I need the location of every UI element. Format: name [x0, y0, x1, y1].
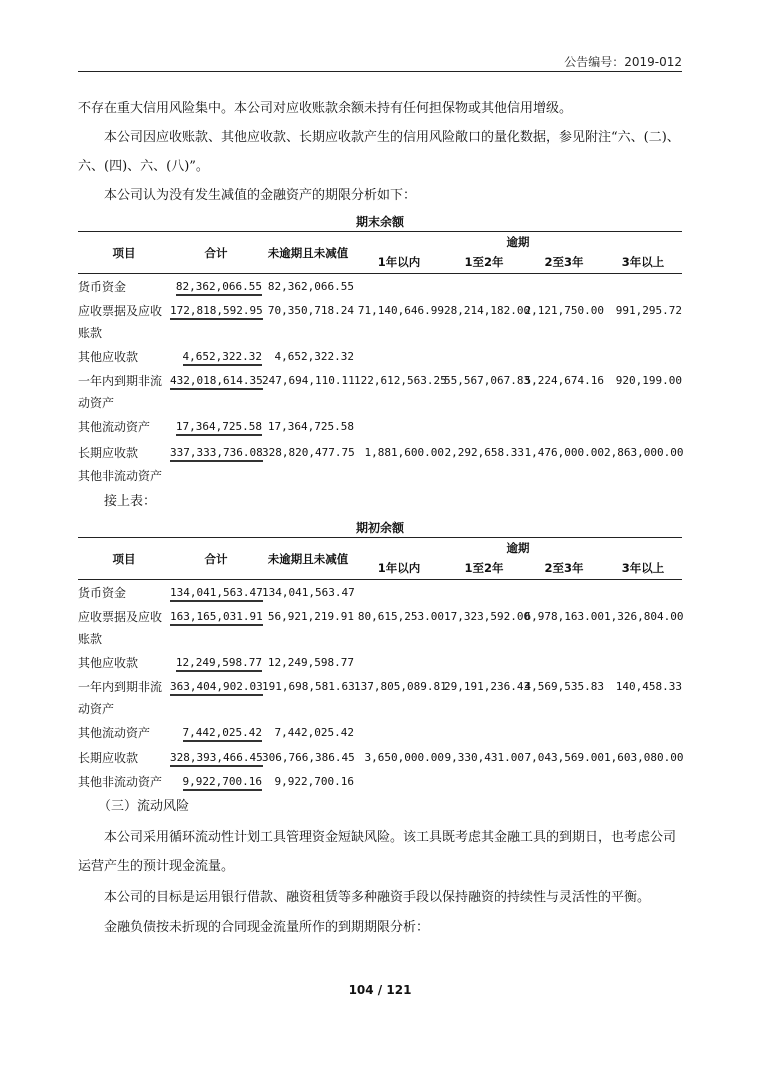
- table-row: [78, 370, 682, 414]
- row-label: 其他应收款: [78, 655, 139, 670]
- cell-y3plus: [604, 720, 682, 746]
- cell-not-overdue: 134,041,563.47: [262, 586, 355, 600]
- table2-title: 期初余额: [355, 521, 404, 535]
- col-y1-header: 1年以内: [377, 255, 421, 270]
- cell-y1-2: [444, 344, 524, 370]
- cell-y1-2: [444, 720, 524, 746]
- cell-y3plus: 140,458.33: [615, 679, 682, 693]
- cell-y1: 80,615,253.00: [357, 609, 444, 623]
- cell-y1-2: [444, 770, 524, 794]
- cell-y2-3: [524, 770, 604, 794]
- cell-y1: 3,650,000.00: [364, 751, 444, 764]
- cell-y1: 137,805,089.81: [354, 679, 447, 693]
- cell-total: 172,818,592.95: [170, 304, 263, 320]
- cell-y1: [354, 344, 444, 370]
- cell-y1: [354, 720, 444, 746]
- cell-y3plus: [604, 466, 682, 486]
- paragraph-liquidity-tool: 本公司采用循环流动性计划工具管理资金短缺风险。该工具既考虑其金融工具的到期日，也考虑公司运营产生的预计现金流量。: [78, 830, 677, 874]
- cell-y1: [354, 274, 444, 300]
- cell-y1-2: [444, 274, 524, 300]
- cell-y1-2: [444, 414, 524, 440]
- cell-y1: [354, 580, 444, 606]
- cell-y2-3: 7,043,569.00: [524, 751, 604, 764]
- col-y1-2-header: 1至2年: [464, 561, 504, 576]
- row-label: 长期应收款: [78, 445, 139, 460]
- row-label: 其他流动资产: [78, 725, 151, 740]
- announcement-number: 公告编号：2019-012: [564, 55, 682, 69]
- table-row: [78, 344, 682, 370]
- cell-not-overdue: 247,694,110.11: [262, 373, 355, 387]
- col-y1-header: 1年以内: [377, 561, 421, 576]
- cell-total: 17,364,725.58: [176, 420, 262, 436]
- cell-y1-2: [444, 650, 524, 676]
- cell-not-overdue: 82,362,066.55: [267, 280, 354, 294]
- cell-y2-3: 1,476,000.00: [524, 446, 604, 459]
- row-label: 其他非流动资产: [78, 468, 163, 483]
- col-item-header: 项目: [112, 551, 136, 566]
- cell-y1: [354, 466, 444, 486]
- row-label: 其他非流动资产: [78, 774, 163, 789]
- paragraph-liability-maturity: 金融负债按未折现的合同现金流量所作的到期期限分析：: [104, 920, 430, 935]
- table-row: [78, 580, 682, 606]
- cell-y1-2: [444, 580, 524, 606]
- cell-not-overdue: 306,766,386.45: [262, 751, 355, 764]
- cell-total: 134,041,563.47: [170, 586, 263, 602]
- cell-y2-3: [524, 466, 604, 486]
- paragraph-credit-exposure: 本公司因应收账款、其他应收款、长期应收款产生的信用风险敞口的量化数据，参见附注“六、(二)、六、(四)、六、(八)”。: [78, 130, 680, 174]
- cell-total: 9,922,700.16: [183, 775, 262, 791]
- cell-y1: 122,612,563.25: [354, 373, 447, 387]
- cell-not-overdue: 56,921,219.91: [267, 609, 354, 623]
- header-divider: [78, 71, 682, 72]
- table-row: [78, 274, 682, 300]
- paragraph-continued: 接上表：: [104, 494, 157, 509]
- cell-total: 432,018,614.35: [170, 374, 263, 390]
- cell-y2-3: 2,121,750.00: [524, 303, 604, 317]
- row-label: 一年内到期非流动资产: [78, 679, 163, 716]
- col-y2-3-header: 2至3年: [544, 561, 584, 576]
- cell-y1-2: 28,214,182.00: [444, 303, 531, 317]
- row-label: 其他应收款: [78, 349, 139, 364]
- cell-y2-3: [524, 580, 604, 606]
- cell-not-overdue: 7,442,025.42: [274, 726, 354, 739]
- cell-y2-3: 6,978,163.00: [524, 609, 604, 623]
- col-y1-2-header: 1至2年: [464, 255, 504, 270]
- col-total-header: 合计: [204, 551, 228, 566]
- cell-not-overdue: 4,652,322.32: [274, 350, 354, 363]
- col-total-header: 合计: [204, 245, 228, 260]
- table-row: [78, 720, 682, 746]
- col-item-header: 项目: [112, 245, 136, 260]
- table-row: [78, 770, 682, 794]
- cell-y3plus: 920,199.00: [615, 373, 682, 387]
- cell-y3plus: 1,603,080.00: [604, 751, 684, 764]
- row-label: 其他流动资产: [78, 419, 151, 434]
- cell-not-overdue: 328,820,477.75: [262, 446, 355, 459]
- cell-not-overdue: [262, 466, 354, 486]
- cell-y3plus: [604, 274, 682, 300]
- cell-y2-3: [524, 720, 604, 746]
- paragraph-maturity-intro: 本公司认为没有发生减值的金融资产的期限分析如下：: [104, 188, 417, 203]
- table2-grid: [78, 537, 682, 794]
- cell-not-overdue: 12,249,598.77: [267, 656, 354, 669]
- cell-y1: [354, 414, 444, 440]
- table-row: [78, 414, 682, 440]
- table1: [78, 231, 682, 486]
- cell-y2-3: [524, 344, 604, 370]
- row-label: 应收票据及应收账款: [78, 609, 163, 646]
- cell-total: 7,442,025.42: [183, 726, 262, 742]
- cell-y3plus: [604, 580, 682, 606]
- cell-y1: [354, 770, 444, 794]
- cell-not-overdue: 17,364,725.58: [267, 420, 354, 433]
- table-row: [78, 300, 682, 344]
- col-not-overdue-header: 未逾期且未减值: [267, 245, 349, 260]
- cell-y3plus: [604, 770, 682, 794]
- table-row: [78, 746, 682, 770]
- cell-total: 82,362,066.55: [176, 280, 262, 296]
- table-row: [78, 606, 682, 650]
- cell-y1-2: 55,567,067.83: [444, 373, 531, 387]
- table1-title: 期末余额: [355, 215, 404, 229]
- table-row: [78, 440, 682, 466]
- cell-y2-3: 4,569,535.83: [524, 679, 604, 693]
- cell-y3plus: [604, 344, 682, 370]
- col-y3plus-header: 3年以上: [621, 255, 665, 270]
- cell-total: 363,404,902.03: [170, 680, 263, 696]
- section-heading-liquidity-risk: （三）流动风险: [98, 799, 190, 814]
- page-number: 104 / 121: [348, 983, 412, 997]
- table2: [78, 537, 682, 794]
- cell-total: 12,249,598.77: [176, 656, 262, 672]
- cell-total: [170, 466, 262, 486]
- cell-not-overdue: 191,698,581.63: [262, 679, 355, 693]
- cell-y3plus: 2,863,000.00: [604, 446, 684, 459]
- row-label: 长期应收款: [78, 750, 139, 765]
- cell-not-overdue: 9,922,700.16: [274, 775, 354, 788]
- table-row: [78, 676, 682, 720]
- cell-total: 4,652,322.32: [183, 350, 262, 366]
- table1-grid: [78, 231, 682, 486]
- paragraph-financing-goal: 本公司的目标是运用银行借款、融资租赁等多种融资手段以保持融资的持续性与灵活性的平衡。: [104, 890, 651, 905]
- col-y2-3-header: 2至3年: [544, 255, 584, 270]
- col-overdue-header: 逾期: [506, 234, 530, 249]
- cell-y1: 1,881,600.00: [364, 446, 444, 459]
- paragraph-credit-concentration: 不存在重大信用风险集中。本公司对应收账款余额未持有任何担保物或其他信用增级。: [78, 101, 573, 116]
- cell-y1-2: 2,292,658.33: [444, 446, 524, 459]
- row-label: 应收票据及应收账款: [78, 303, 163, 340]
- cell-not-overdue: 70,350,718.24: [267, 303, 354, 317]
- cell-total: 328,393,466.45: [170, 751, 263, 767]
- cell-y3plus: [604, 650, 682, 676]
- col-overdue-header: 逾期: [506, 540, 530, 555]
- cell-y2-3: 5,224,674.16: [524, 373, 604, 387]
- cell-y2-3: [524, 274, 604, 300]
- cell-y1-2: 17,323,592.00: [444, 609, 531, 623]
- cell-y3plus: [604, 414, 682, 440]
- cell-y1: [354, 650, 444, 676]
- cell-y2-3: [524, 650, 604, 676]
- cell-y3plus: 991,295.72: [615, 303, 682, 317]
- row-label: 货币资金: [78, 279, 127, 294]
- cell-y1-2: 9,330,431.00: [444, 751, 524, 764]
- cell-y1-2: 29,191,236.43: [444, 679, 531, 693]
- cell-total: 163,165,031.91: [170, 610, 263, 626]
- cell-y2-3: [524, 414, 604, 440]
- cell-total: 337,333,736.08: [170, 446, 263, 462]
- row-label: 一年内到期非流动资产: [78, 373, 163, 410]
- cell-y1: 71,140,646.99: [357, 303, 444, 317]
- cell-y1-2: [444, 466, 524, 486]
- col-y3plus-header: 3年以上: [621, 561, 665, 576]
- table-row: [78, 650, 682, 676]
- table-row: [78, 466, 682, 486]
- row-label: 货币资金: [78, 585, 127, 600]
- col-not-overdue-header: 未逾期且未减值: [267, 551, 349, 566]
- cell-y3plus: 1,326,804.00: [604, 609, 684, 623]
